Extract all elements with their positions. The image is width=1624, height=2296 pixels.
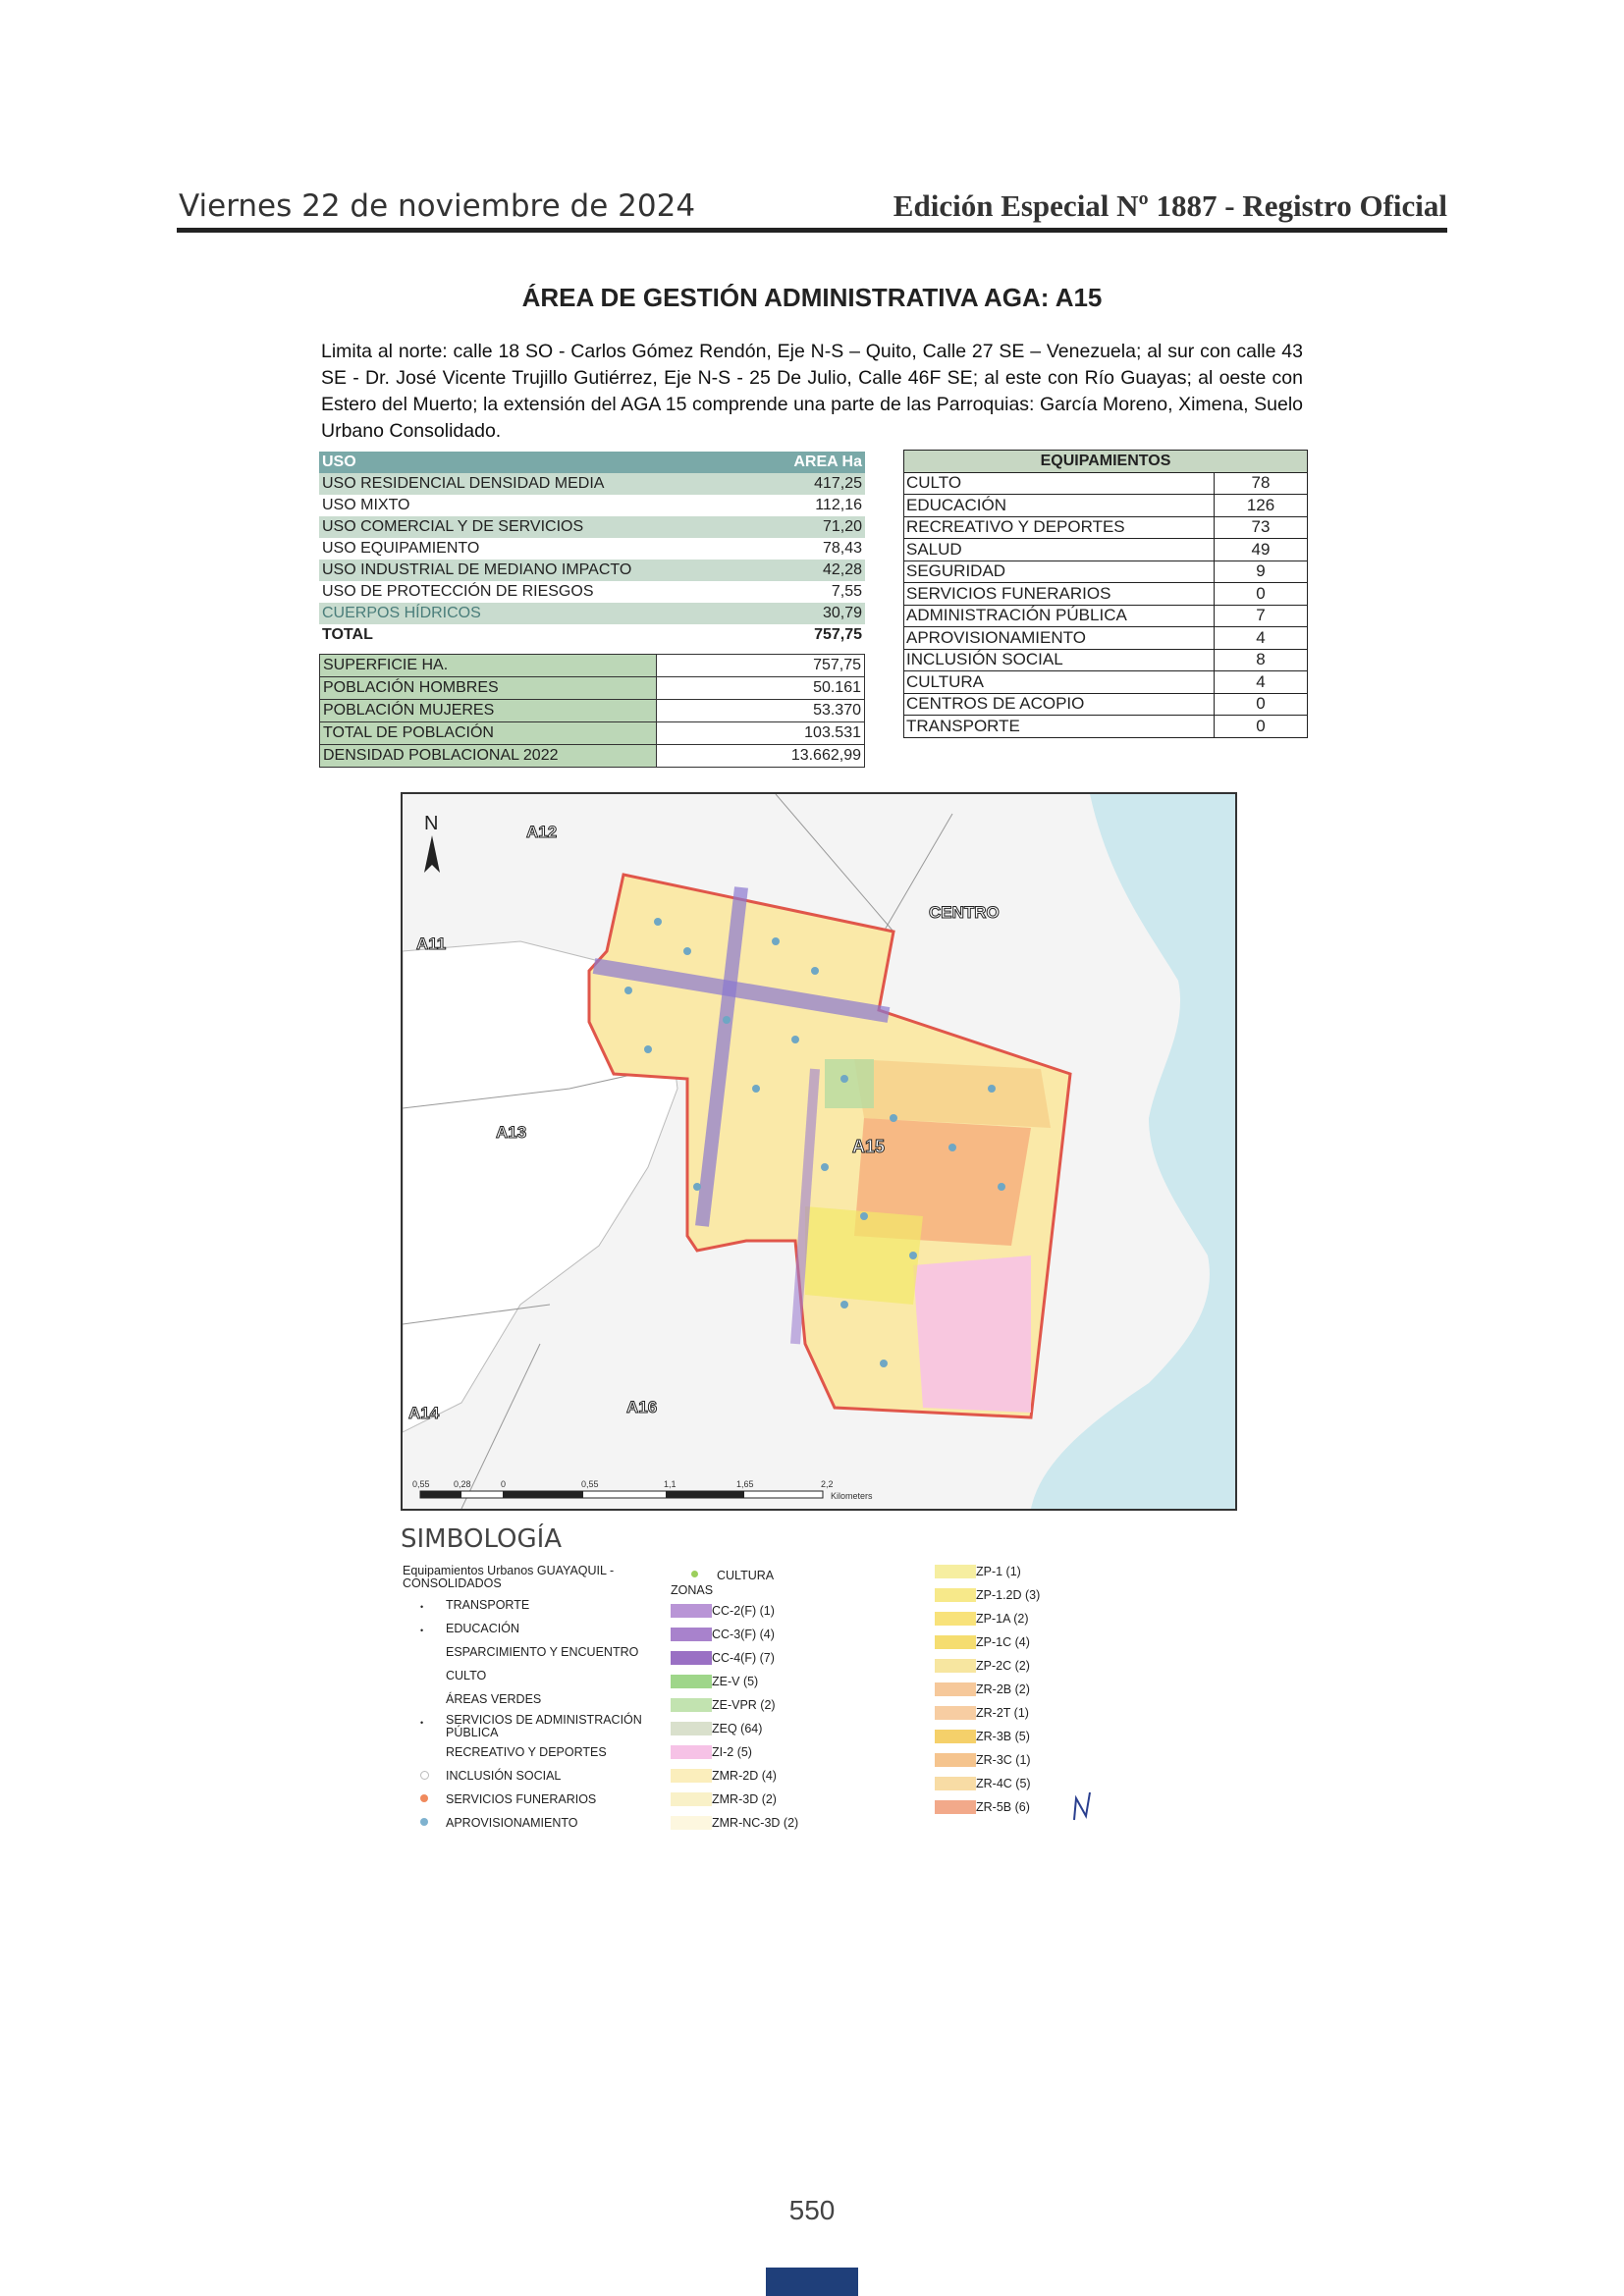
legend-point-label: SERVICIOS DE ADMINISTRACIÓN PÚBLICA: [446, 1713, 642, 1739]
uso-name: USO DE PROTECCIÓN DE RIESGOS: [319, 581, 761, 603]
zone-label: ZE-V (5): [712, 1675, 759, 1688]
map-point: [752, 1085, 760, 1093]
eq-name: CULTO: [904, 472, 1215, 495]
map-point: [880, 1360, 888, 1367]
pop-value: 13.662,99: [657, 745, 865, 768]
label-a12: A12: [526, 823, 558, 841]
eq-value: 49: [1215, 539, 1308, 561]
scale-bar-frame: [420, 1491, 823, 1498]
scale-segment: [503, 1491, 583, 1498]
table-row: [904, 693, 1308, 716]
zone-label: ZEQ (64): [712, 1722, 763, 1735]
eq-value: 7: [1215, 605, 1308, 627]
uso-area: 417,25: [761, 473, 865, 495]
pop-value: 50.161: [657, 677, 865, 700]
zone-label: ZP-2C (2): [976, 1659, 1030, 1673]
zone-label: ZR-2T (1): [976, 1706, 1029, 1720]
scale-unit: Kilometers: [831, 1491, 873, 1501]
map-point: [998, 1183, 1005, 1191]
label-a15: A15: [852, 1137, 886, 1156]
uso-col-header: USO: [319, 452, 761, 473]
uso-name: USO RESIDENCIAL DENSIDAD MEDIA: [319, 473, 761, 495]
scale-tick: 0: [501, 1479, 507, 1489]
table-row: [320, 722, 865, 745]
table-row: [904, 671, 1308, 694]
legend-point-label: RECREATIVO Y DEPORTES: [446, 1745, 607, 1759]
zone-label: ZP-1 (1): [976, 1565, 1021, 1578]
uso-area: 112,16: [761, 495, 865, 516]
initials-mark-icon: [1068, 1787, 1098, 1826]
uso-area: 71,20: [761, 516, 865, 538]
zone-label: ZMR-NC-3D (2): [712, 1816, 799, 1830]
zone-label: ZI-2 (5): [712, 1745, 752, 1759]
uso-name: USO EQUIPAMIENTO: [319, 538, 761, 560]
map-point: [860, 1212, 868, 1220]
uso-name: USO INDUSTRIAL DE MEDIANO IMPACTO: [319, 560, 761, 581]
table-row: [904, 495, 1308, 517]
scale-tick: 1,65: [736, 1479, 754, 1489]
eq-name: EDUCACIÓN: [904, 495, 1215, 517]
eq-name: CENTROS DE ACOPIO: [904, 693, 1215, 716]
pop-value: 53.370: [657, 700, 865, 722]
uso-area: 7,55: [761, 581, 865, 603]
zone-swatch: [671, 1769, 712, 1783]
table-row: [320, 677, 865, 700]
pop-label: DENSIDAD POBLACIONAL 2022: [320, 745, 657, 768]
legend-point-label: CULTO: [446, 1669, 487, 1682]
legend-point-label: SERVICIOS FUNERARIOS: [446, 1792, 597, 1806]
uso-name: CUERPOS HÍDRICOS: [319, 603, 761, 624]
map-point: [988, 1085, 996, 1093]
label-a13: A13: [496, 1123, 527, 1142]
label-a11: A11: [416, 934, 447, 953]
table-row: [319, 495, 865, 516]
eq-value: 0: [1215, 716, 1308, 738]
map-point: [840, 1075, 848, 1083]
zone-swatch: [935, 1682, 976, 1696]
zone-label: ZR-3C (1): [976, 1753, 1031, 1767]
zone-label: ZE-VPR (2): [712, 1698, 776, 1712]
table-row: [319, 473, 865, 495]
map-point: [624, 987, 632, 994]
header-rule: [177, 228, 1447, 233]
map-point: [723, 1016, 731, 1024]
pop-label: POBLACIÓN MUJERES: [320, 700, 657, 722]
eq-value: 8: [1215, 649, 1308, 671]
eq-value: 4: [1215, 671, 1308, 694]
scale-tick: 0,55: [412, 1479, 430, 1489]
eq-value: 78: [1215, 472, 1308, 495]
map-point: [772, 937, 780, 945]
uso-table: [319, 452, 865, 646]
zone-swatch: [671, 1816, 712, 1830]
map-point: [840, 1301, 848, 1308]
table-row: [319, 560, 865, 581]
map-svg: [403, 794, 1235, 1509]
eq-value: 73: [1215, 516, 1308, 539]
zone-swatch: [671, 1722, 712, 1735]
table-row: [320, 655, 865, 677]
funerary-icon: [420, 1794, 428, 1802]
zone-swatch: [671, 1698, 712, 1712]
page-title: ÁREA DE GESTIÓN ADMINISTRATIVA AGA: A15: [521, 283, 1103, 312]
eq-name: APROVISIONAMIENTO: [904, 627, 1215, 650]
legend-point-label: EDUCACIÓN: [446, 1622, 520, 1635]
zone-label: ZP-1.2D (3): [976, 1588, 1041, 1602]
inclusion-icon: [420, 1771, 429, 1780]
legend-point-label: TRANSPORTE: [446, 1598, 530, 1612]
legend-title: SIMBOLOGÍA: [401, 1524, 563, 1554]
pop-value: 757,75: [657, 655, 865, 677]
equipamientos-header: [904, 451, 1308, 473]
table-row: [320, 700, 865, 722]
zone-label: CC-3(F) (4): [712, 1628, 775, 1641]
table-row: [904, 605, 1308, 627]
map-point: [890, 1114, 897, 1122]
equipamientos-table: [903, 450, 1308, 738]
eq-value: 9: [1215, 561, 1308, 583]
zone-label: ZR-4C (5): [976, 1777, 1031, 1790]
zone-patch: [825, 1059, 874, 1108]
legend-cultura-label: CULTURA: [717, 1569, 775, 1582]
map-point: [948, 1144, 956, 1151]
table-row: [904, 561, 1308, 583]
zone-label: ZR-5B (6): [976, 1800, 1030, 1814]
north-label: N: [424, 813, 439, 834]
legend-point-label: INCLUSIÓN SOCIAL: [446, 1769, 562, 1783]
total-label: TOTAL: [319, 624, 761, 646]
scale-segment: [666, 1491, 744, 1498]
zone-swatch: [935, 1706, 976, 1720]
legend-subtitle: Equipamientos Urbanos GUAYAQUIL - CONSOLIDADOS: [403, 1564, 615, 1590]
map-point: [683, 947, 691, 955]
zone-swatch: [935, 1635, 976, 1649]
uso-area: 78,43: [761, 538, 865, 560]
zone-swatch: [935, 1800, 976, 1814]
table-row-total: [319, 624, 865, 646]
zone-swatch: [671, 1651, 712, 1665]
zone-swatch: [671, 1792, 712, 1806]
uso-area: 42,28: [761, 560, 865, 581]
zone-label: ZMR-2D (4): [712, 1769, 777, 1783]
page-number: 550: [788, 2195, 836, 2225]
table-row: [319, 581, 865, 603]
eq-name: RECREATIVO Y DEPORTES: [904, 516, 1215, 539]
scale-tick: 1,1: [664, 1479, 677, 1489]
uso-table-header: [319, 452, 865, 473]
label-a14: A14: [408, 1404, 440, 1422]
table-row: [904, 472, 1308, 495]
legend-point-label: APROVISIONAMIENTO: [446, 1816, 578, 1830]
scale-segment: [420, 1491, 461, 1498]
map-point: [909, 1252, 917, 1259]
legend-zonas-2: [935, 1565, 1111, 1820]
eq-name: ADMINISTRACIÓN PÚBLICA: [904, 605, 1215, 627]
supply-icon: [420, 1818, 428, 1826]
description-paragraph: Limita al norte: calle 18 SO - Carlos Gómez Rendón, Eje N-S – Quito, Calle 27 SE – Venezuela; al sur con calle 43 SE - Dr. José Vicente Trujillo Gutiérrez, Eje N-S - 25 De Julio, Calle 46F SE; al este con Río Guayas; al oeste con Estero del Muerto; la extensión del AGA 15 comprende una parte de las Parroquias: García Moreno, Ximena, Suelo Urbano Consolidado.: [321, 341, 1303, 442]
eq-name: SALUD: [904, 539, 1215, 561]
legend-zonas-title: ZONAS: [671, 1583, 714, 1597]
table-row: [904, 649, 1308, 671]
total-value: 757,75: [761, 624, 865, 646]
pop-label: POBLACIÓN HOMBRES: [320, 677, 657, 700]
initials-stroke: [1074, 1792, 1090, 1820]
legend-zonas: [671, 1604, 847, 1840]
map-point: [791, 1036, 799, 1043]
zone-label: ZMR-3D (2): [712, 1792, 777, 1806]
scale-tick: 0,28: [454, 1479, 471, 1489]
zone-label: ZR-3B (5): [976, 1730, 1030, 1743]
header-edition: Edición Especial Nº 1887 - Registro Oficial: [893, 188, 1447, 223]
table-row: [904, 539, 1308, 561]
zone-label: ZR-2B (2): [976, 1682, 1030, 1696]
header-date: Viernes 22 de noviembre de 2024: [179, 188, 696, 224]
zone-patch: [805, 1206, 923, 1305]
zone-swatch: [935, 1777, 976, 1790]
pop-label: TOTAL DE POBLACIÓN: [320, 722, 657, 745]
zone-label: CC-2(F) (1): [712, 1604, 775, 1618]
eq-name: TRANSPORTE: [904, 716, 1215, 738]
table-row: [320, 745, 865, 768]
zone-swatch: [671, 1675, 712, 1688]
zone-label: ZP-1A (2): [976, 1612, 1029, 1626]
zone-swatch: [935, 1588, 976, 1602]
eq-name: INCLUSIÓN SOCIAL: [904, 649, 1215, 671]
zone-label: ZP-1C (4): [976, 1635, 1030, 1649]
pop-label: SUPERFICIE HA.: [320, 655, 657, 677]
eq-name: SEGURIDAD: [904, 561, 1215, 583]
eq-name: CULTURA: [904, 671, 1215, 694]
map-point: [821, 1163, 829, 1171]
uso-name: USO MIXTO: [319, 495, 761, 516]
map-point: [811, 967, 819, 975]
zone-swatch: [671, 1745, 712, 1759]
legend-point-label: ESPARCIMIENTO Y ENCUENTRO: [446, 1645, 639, 1659]
uso-name: USO COMERCIAL Y DE SERVICIOS: [319, 516, 761, 538]
zone-patch: [913, 1255, 1031, 1413]
eq-value: 4: [1215, 627, 1308, 650]
eq-name: SERVICIOS FUNERARIOS: [904, 583, 1215, 606]
table-row: [319, 603, 865, 624]
zone-patch: [854, 1059, 1051, 1128]
scale-tick: 2,2: [821, 1479, 834, 1489]
aga-map: [401, 792, 1237, 1511]
footer-bar: [766, 2268, 858, 2296]
zone-swatch: [671, 1628, 712, 1641]
cultura-icon: [691, 1571, 698, 1577]
table-row: [904, 716, 1308, 738]
table-row: [319, 538, 865, 560]
legend-point-label: ÁREAS VERDES: [446, 1692, 542, 1706]
label-centro: CENTRO: [929, 903, 1000, 922]
zone-swatch: [935, 1730, 976, 1743]
table-row: [904, 583, 1308, 606]
map-point: [654, 918, 662, 926]
table-row: [319, 516, 865, 538]
eq-value: 0: [1215, 693, 1308, 716]
population-table: [319, 654, 865, 768]
zone-swatch: [671, 1604, 712, 1618]
uso-area: 30,79: [761, 603, 865, 624]
table-row: [904, 627, 1308, 650]
zone-label: CC-4(F) (7): [712, 1651, 775, 1665]
zone-swatch: [935, 1659, 976, 1673]
table-row: [904, 516, 1308, 539]
pop-value: 103.531: [657, 722, 865, 745]
eq-value: 0: [1215, 583, 1308, 606]
eq-value: 126: [1215, 495, 1308, 517]
area-col-header: AREA Ha: [761, 452, 865, 473]
scale-tick: 0,55: [581, 1479, 599, 1489]
map-point: [693, 1183, 701, 1191]
zone-swatch: [935, 1612, 976, 1626]
zone-swatch: [935, 1753, 976, 1767]
zone-swatch: [935, 1565, 976, 1578]
map-point: [644, 1045, 652, 1053]
label-a16: A16: [626, 1398, 658, 1416]
equipamientos-title: EQUIPAMIENTOS: [904, 451, 1308, 473]
